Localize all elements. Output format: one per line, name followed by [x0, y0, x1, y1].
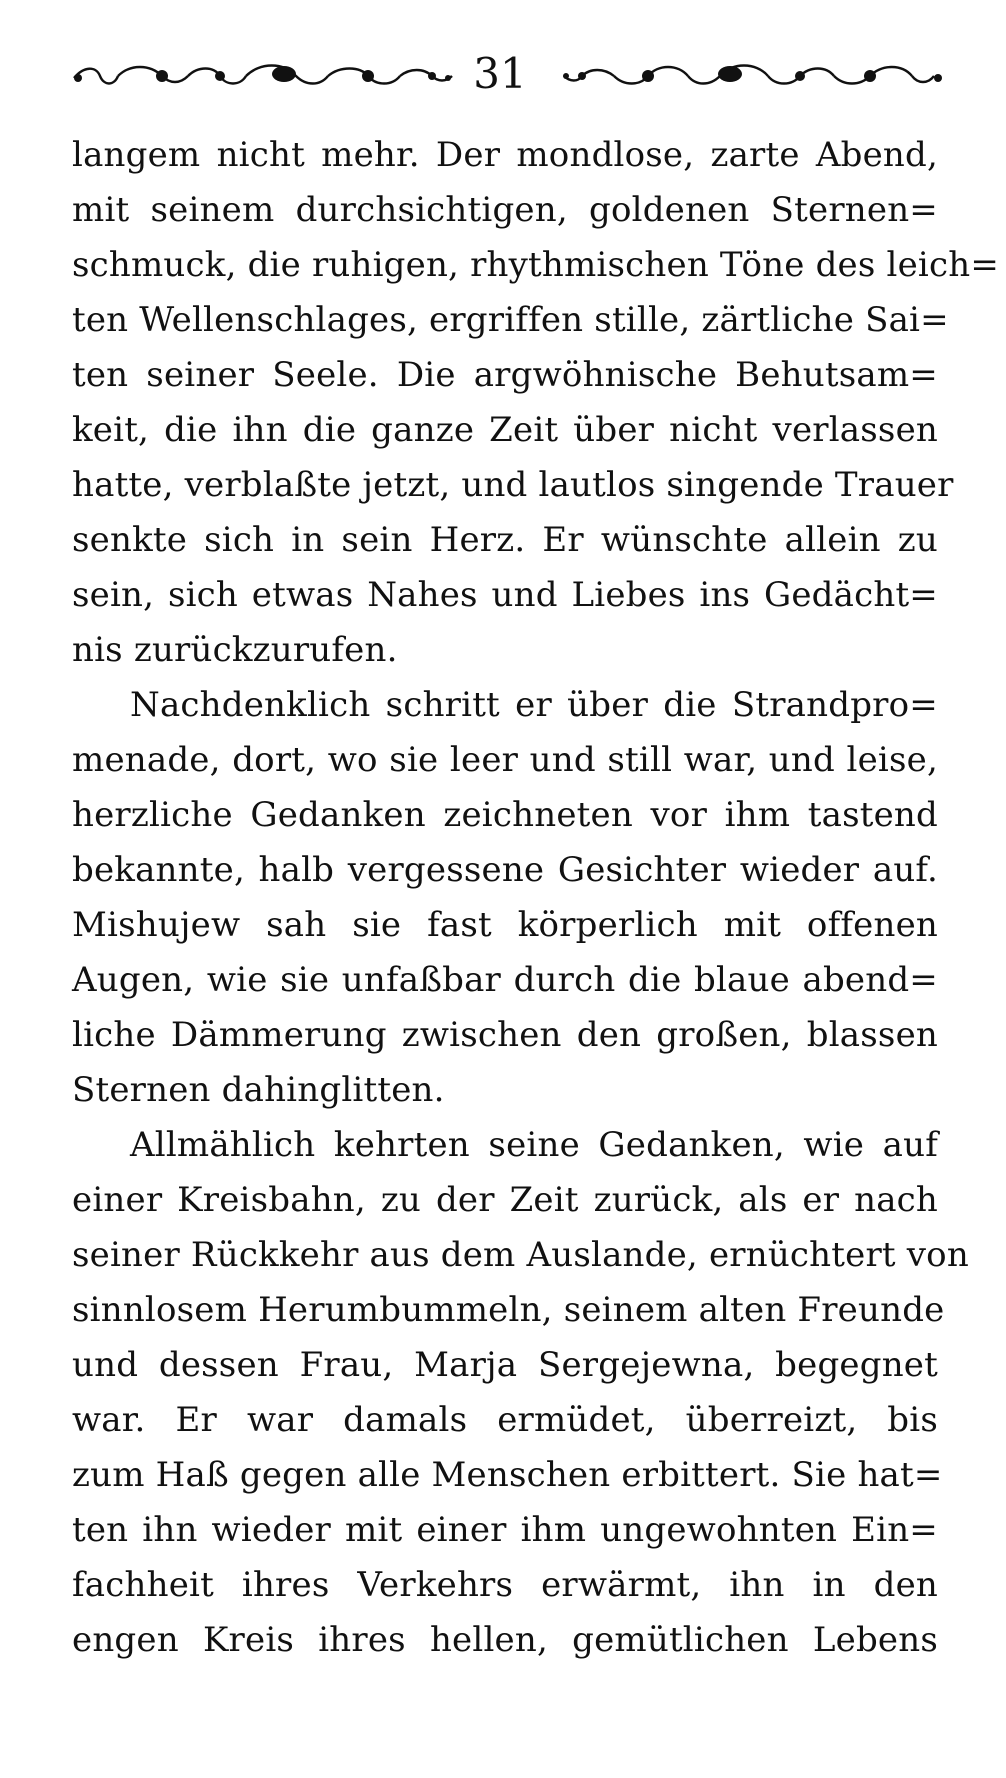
ornament-right-icon: [560, 56, 945, 96]
text-line: sinnlosem Herumbummeln, seinem alten Freunde: [72, 1290, 945, 1330]
text-line: bekannte, halb vergessene Gesichter wieder auf.: [72, 850, 938, 890]
text-line: Mishujew sah sie fast körperlich mit offenen: [72, 905, 938, 945]
text-line: war. Er war damals ermüdet, überreizt, bis: [72, 1400, 938, 1440]
paragraph-2: [72, 678, 938, 1118]
text-line: mit seinem durchsichtigen, goldenen Sternen=: [72, 190, 938, 230]
text-line: hatte, verblaßte jetzt, und lautlos singende Trauer: [72, 465, 954, 505]
text-line: einer Kreisbahn, zu der Zeit zurück, als er nach: [72, 1180, 938, 1220]
text-line: Sternen dahinglitten.: [72, 1070, 445, 1110]
text-line: Nachdenklich schritt er über die Strandpro=: [130, 685, 938, 725]
text-line: senkte sich in sein Herz. Er wünschte allein zu: [72, 520, 938, 560]
text-line: fachheit ihres Verkehrs erwärmt, ihn in den: [72, 1565, 938, 1605]
body-text: [72, 128, 1000, 1668]
text-line: liche Dämmerung zwischen den großen, blassen: [72, 1015, 938, 1055]
text-line: herzliche Gedanken zeichneten vor ihm tastend: [72, 795, 938, 835]
text-line: engen Kreis ihres hellen, gemütlichen Lebens: [72, 1620, 938, 1660]
text-line: ten ihn wieder mit einer ihm ungewohnten Ein=: [72, 1510, 938, 1550]
text-line: seiner Rückkehr aus dem Auslande, ernüchtert von: [72, 1235, 969, 1275]
text-line: menade, dort, wo sie leer und still war, und leise,: [72, 740, 938, 780]
text-line: keit, die ihn die ganze Zeit über nicht verlassen: [72, 410, 938, 450]
text-line: und dessen Frau, Marja Sergejewna, begegnet: [72, 1345, 938, 1385]
paragraph-1: [72, 128, 1000, 678]
text-line: nis zurückzurufen.: [72, 630, 398, 670]
text-line: Allmählich kehrten seine Gedanken, wie auf: [130, 1125, 938, 1165]
text-line: zum Haß gegen alle Menschen erbittert. Sie hat=: [72, 1455, 943, 1495]
text-line: sein, sich etwas Nahes und Liebes ins Gedächt=: [72, 575, 938, 615]
text-line: langem nicht mehr. Der mondlose, zarte Abend,: [72, 135, 938, 175]
text-line: ten Wellenschlages, ergriffen stille, zärtliche Sai=: [72, 300, 949, 340]
text-line: ten seiner Seele. Die argwöhnische Behutsam=: [72, 355, 938, 395]
paragraph-3: [72, 1118, 969, 1668]
page-number: 31: [473, 49, 527, 98]
text-line: Augen, wie sie unfaßbar durch die blaue abend=: [72, 960, 938, 1000]
page-header: [60, 44, 940, 104]
text-line: schmuck, die ruhigen, rhythmischen Töne des leich=: [72, 245, 1000, 285]
